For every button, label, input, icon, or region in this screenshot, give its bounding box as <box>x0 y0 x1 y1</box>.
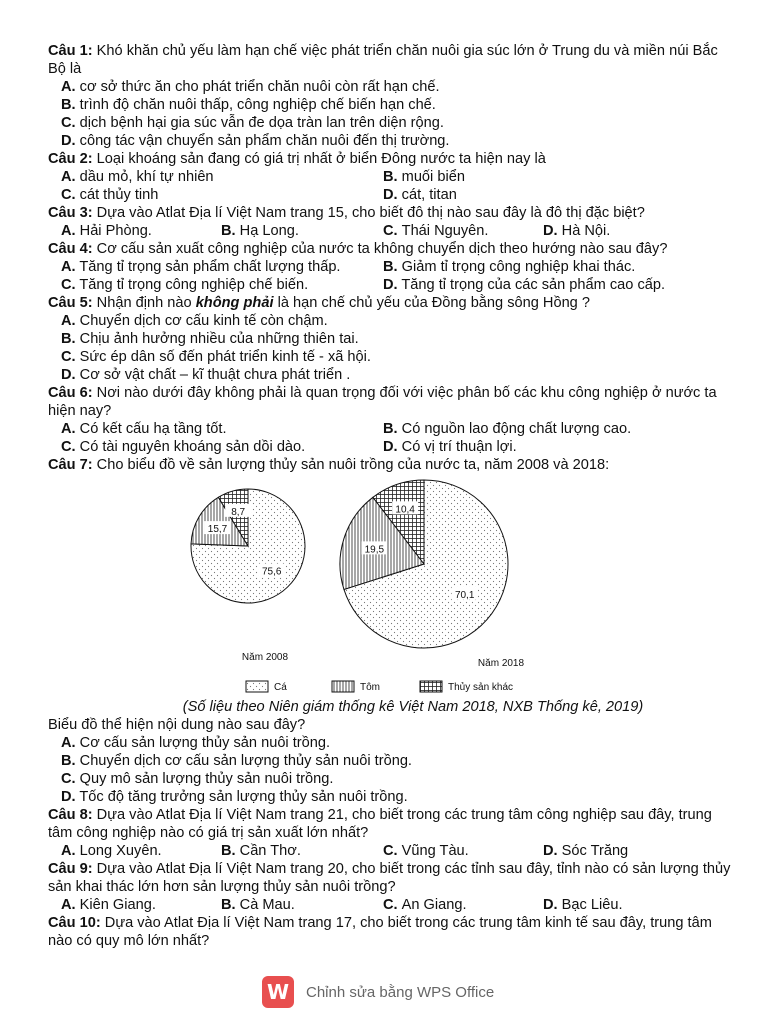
q8-option-d: D. Sóc Trăng <box>543 843 629 859</box>
q3-option-b: B. Hạ Long. <box>221 223 299 239</box>
question-8: Câu 8: Dựa vào Atlat Địa lí Việt Nam trang 21, cho biết trong các trung tâm công nghiệp sau đây, trung tâm công nghiệp nào có giá trị sản xuất lớn nhất? <box>48 807 712 841</box>
wps-edit-text: Chỉnh sửa bằng WPS Office <box>306 983 495 1001</box>
q3-option-a: A. Hải Phòng. <box>61 223 152 239</box>
q8-options <box>61 842 738 860</box>
question-6: Câu 6: Nơi nào dưới đây không phải là quan trọng đối với việc phân bố các khu công nghiệp ở nước ta hiện nay? <box>48 385 717 419</box>
q3-option-c: C. Thái Nguyên. <box>383 223 489 239</box>
q8-option-b: B. Cần Thơ. <box>221 843 301 859</box>
pie-1-value-label-2: 10,4 <box>395 504 415 516</box>
q4-options-row-1 <box>61 258 738 276</box>
q5-option-b: B. Chịu ảnh hưởng nhiều của những thiên tai. <box>61 331 359 347</box>
q7-ask: Biểu đồ thể hiện nội dung nào sau đây? <box>48 717 306 733</box>
q8-option-c: C. Vũng Tàu. <box>383 843 469 859</box>
q8-option-a: A. Long Xuyên. <box>61 843 162 859</box>
legend-label-2: Thủy sản khác <box>448 682 514 693</box>
q9-option-d: D. Bạc Liêu. <box>543 897 623 913</box>
q2-option-c: C. cát thủy tinh <box>61 187 159 203</box>
q1-option-d: D. công tác vận chuyển sản phẩm chăn nuôi đến thị trường. <box>61 133 450 149</box>
q5-option-d: D. Cơ sở vật chất – kĩ thuật chưa phát triển . <box>61 367 351 383</box>
q4-option-d: D. Tăng tỉ trọng của các sản phẩm cao cấp. <box>383 277 666 293</box>
pie-1-value-label-0: 70,1 <box>454 589 475 601</box>
q5-option-a: A. Chuyển dịch cơ cấu kinh tế còn chậm. <box>61 313 328 329</box>
pie-0-value-label-1: 15,7 <box>207 524 228 536</box>
q3-options <box>61 222 738 240</box>
q1-option-a: A. cơ sở thức ăn cho phát triển chăn nuôi còn rất hạn chế. <box>61 79 440 95</box>
legend-swatch-2 <box>420 681 442 692</box>
q1-option-b: B. trình độ chăn nuôi thấp, công nghiệp chế biến hạn chế. <box>61 97 436 113</box>
question-2: Câu 2: Loại khoáng sản đang có giá trị nhất ở biển Đông nước ta hiện nay là <box>48 151 546 167</box>
pie-chart-figure <box>48 478 738 698</box>
chart-source: (Số liệu theo Niên giám thống kê Việt Nam 2018, NXB Thống kê, 2019) <box>182 699 644 715</box>
q4-option-b: B. Giảm tỉ trọng công nghiệp khai thác. <box>383 259 636 275</box>
question-7: Câu 7: Cho biểu đồ về sản lượng thủy sản nuôi trồng của nước ta, năm 2008 và 2018: <box>48 457 610 473</box>
q6-options-row-2 <box>61 438 738 456</box>
q2-options-row-1 <box>61 168 738 186</box>
pie-0-value-label-2: 8,7 <box>231 506 246 518</box>
q9-option-a: A. Kiên Giang. <box>61 897 156 913</box>
q4-options-row-2 <box>61 276 738 294</box>
pie-0-caption: Năm 2008 <box>241 652 289 663</box>
pie-1-caption: Năm 2018 <box>477 658 525 669</box>
q6-option-a: A. Có kết cấu hạ tầng tốt. <box>61 421 227 437</box>
legend-swatch-1 <box>332 681 354 692</box>
q9-options <box>61 896 738 914</box>
q6-option-d: D. Có vị trí thuận lợi. <box>383 439 517 455</box>
q6-options-row-1 <box>61 420 738 438</box>
wps-edit-banner[interactable] <box>262 976 562 1008</box>
question-1: Câu 1: Khó khăn chủ yếu làm hạn chế việc phát triển chăn nuôi gia súc lớn ở Trung du và miền núi Bắc Bộ là <box>48 43 718 77</box>
wps-logo-icon: W <box>262 976 294 1008</box>
q9-option-c: C. An Giang. <box>383 897 467 913</box>
legend-label-1: Tôm <box>360 682 380 693</box>
pie-0-value-label-0: 75,6 <box>261 566 282 578</box>
legend-label-0: Cá <box>274 682 287 693</box>
q7-option-d: D. Tốc độ tăng trưởng sản lượng thủy sản nuôi trồng. <box>61 789 408 805</box>
q6-option-c: C. Có tài nguyên khoáng sản dồi dào. <box>61 439 306 455</box>
question-3: Câu 3: Dựa vào Atlat Địa lí Việt Nam trang 15, cho biết đô thị nào sau đây là đô thị đặc biệt? <box>48 205 645 221</box>
legend-swatch-0 <box>246 681 268 692</box>
question-5: Câu 5: Nhận định nào không phải là hạn chế chủ yếu của Đồng bằng sông Hồng ? <box>48 295 590 311</box>
q4-option-c: C. Tăng tỉ trọng công nghiệp chế biến. <box>61 277 309 293</box>
document-page <box>48 42 738 950</box>
q5-option-c: C. Sức ép dân số đến phát triển kinh tế - xã hội. <box>61 349 371 365</box>
question-10: Câu 10: Dựa vào Atlat Địa lí Việt Nam trang 17, cho biết trong các trung tâm kinh tế sau đây, trung tâm nào có quy mô lớn nhất? <box>48 915 712 949</box>
q7-option-c: C. Quy mô sản lượng thủy sản nuôi trồng. <box>61 771 334 787</box>
question-4: Câu 4: Cơ cấu sản xuất công nghiệp của nước ta không chuyển dịch theo hướng nào sau đây? <box>48 241 668 257</box>
pie-chart-svg <box>48 478 738 698</box>
q4-option-a: A. Tăng tỉ trọng sản phẩm chất lượng thấp. <box>61 259 341 275</box>
question-9: Câu 9: Dựa vào Atlat Địa lí Việt Nam trang 20, cho biết trong các tỉnh sau đây, tỉnh nào có sản lượng thủy sản khai thác lớn hơn sản lượng thủy sản nuôi trồng? <box>48 861 731 895</box>
pie-1-value-label-1: 19,5 <box>364 544 385 556</box>
q7-option-b: B. Chuyển dịch cơ cấu sản lượng thủy sản nuôi trồng. <box>61 753 412 769</box>
q2-option-d: D. cát, titan <box>383 187 457 203</box>
q6-option-b: B. Có nguồn lao động chất lượng cao. <box>383 421 632 437</box>
q2-option-b: B. muối biển <box>383 169 465 185</box>
q2-options-row-2 <box>61 186 738 204</box>
q9-option-b: B. Cà Mau. <box>221 897 295 913</box>
q3-option-d: D. Hà Nội. <box>543 223 611 239</box>
q7-option-a: A. Cơ cấu sản lượng thủy sản nuôi trồng. <box>61 735 331 751</box>
q1-option-c: C. dịch bệnh hại gia súc vẫn đe dọa tràn lan trên diện rộng. <box>61 115 444 131</box>
q2-option-a: A. dầu mỏ, khí tự nhiên <box>61 169 214 185</box>
